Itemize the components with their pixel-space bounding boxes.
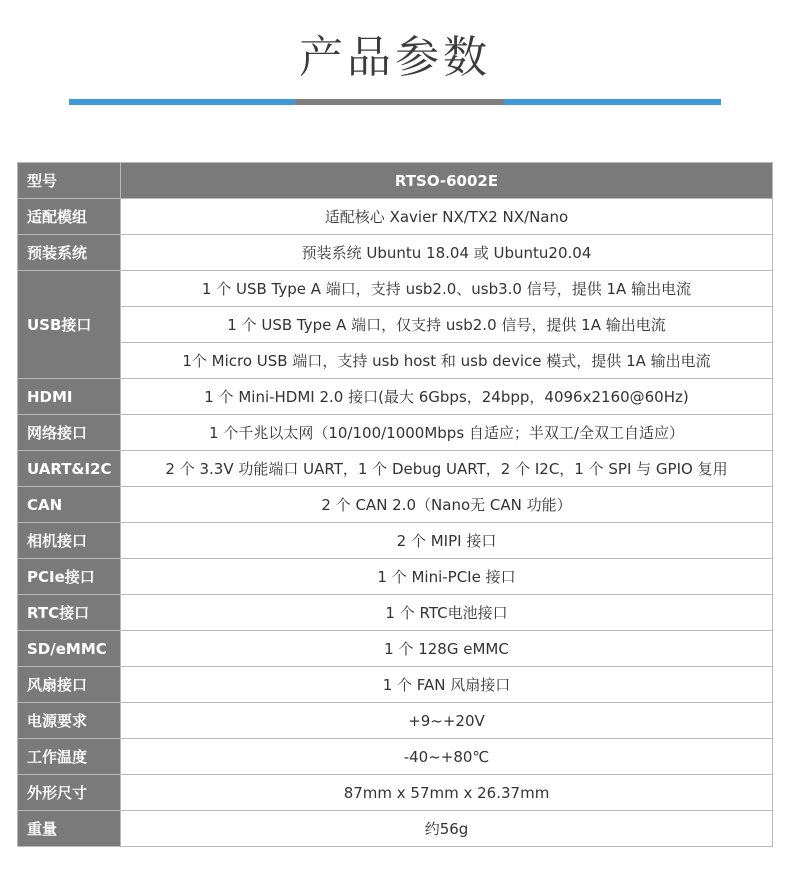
row-value: 适配核心 Xavier NX/TX2 NX/Nano <box>121 199 773 235</box>
row-label: 预装系统 <box>18 235 121 271</box>
row-value: 1 个 FAN 风扇接口 <box>121 667 773 703</box>
table-row <box>18 739 773 775</box>
table-row <box>18 235 773 271</box>
underline-left-segment <box>69 99 295 105</box>
row-value: 1 个 128G eMMC <box>121 631 773 667</box>
table-header-row <box>18 163 773 199</box>
row-label: 工作温度 <box>18 739 121 775</box>
table-row <box>18 595 773 631</box>
table-row <box>18 451 773 487</box>
row-value: 2 个 CAN 2.0（Nano无 CAN 功能） <box>121 487 773 523</box>
table-row <box>18 559 773 595</box>
underline-middle-segment <box>295 99 504 105</box>
row-label: HDMI <box>18 379 121 415</box>
row-value: -40~+80℃ <box>121 739 773 775</box>
row-value: 1 个千兆以太网（10/100/1000Mbps 自适应；半双工/全双工自适应） <box>121 415 773 451</box>
row-value: 约56g <box>121 811 773 847</box>
spec-table <box>17 162 773 847</box>
row-label: CAN <box>18 487 121 523</box>
row-value: 1 个 USB Type A 端口，支持 usb2.0、usb3.0 信号，提供 1A 输出电流 <box>121 271 773 307</box>
row-label: USB接口 <box>18 271 121 379</box>
row-label: 相机接口 <box>18 523 121 559</box>
row-value: 2 个 3.3V 功能端口 UART，1 个 Debug UART，2 个 I2C，1 个 SPI 与 GPIO 复用 <box>121 451 773 487</box>
table-row <box>18 199 773 235</box>
row-value: 预装系统 Ubuntu 18.04 或 Ubuntu20.04 <box>121 235 773 271</box>
row-label: 电源要求 <box>18 703 121 739</box>
table-row <box>18 415 773 451</box>
underline-right-segment <box>504 99 721 105</box>
row-value: 1个 Micro USB 端口，支持 usb host 和 usb device 模式，提供 1A 输出电流 <box>121 343 773 379</box>
table-row <box>18 523 773 559</box>
table-row <box>18 703 773 739</box>
row-label: SD/eMMC <box>18 631 121 667</box>
page-title: 产品参数 <box>299 32 491 83</box>
table-row <box>18 271 773 307</box>
row-label: UART&I2C <box>18 451 121 487</box>
row-value: 1 个 Mini-PCIe 接口 <box>121 559 773 595</box>
row-label: 外形尺寸 <box>18 775 121 811</box>
row-label: PCIe接口 <box>18 559 121 595</box>
table-row <box>18 667 773 703</box>
table-row <box>18 631 773 667</box>
model-value: RTSO-6002E <box>121 163 773 199</box>
table-row <box>18 487 773 523</box>
row-value: +9~+20V <box>121 703 773 739</box>
row-value: 2 个 MIPI 接口 <box>121 523 773 559</box>
row-label: 风扇接口 <box>18 667 121 703</box>
row-label: 网络接口 <box>18 415 121 451</box>
table-row <box>18 379 773 415</box>
table-row <box>18 307 773 343</box>
header-label: 型号 <box>18 163 121 199</box>
row-label: RTC接口 <box>18 595 121 631</box>
table-row <box>18 775 773 811</box>
table-row <box>18 811 773 847</box>
row-label: 重量 <box>18 811 121 847</box>
row-value: 1 个 USB Type A 端口，仅支持 usb2.0 信号，提供 1A 输出电流 <box>121 307 773 343</box>
table-row <box>18 343 773 379</box>
title-underline <box>69 99 721 105</box>
row-value: 1 个 Mini-HDMI 2.0 接口(最大 6Gbps，24bpp，4096x2160@60Hz) <box>121 379 773 415</box>
row-value: 87mm x 57mm x 26.37mm <box>121 775 773 811</box>
row-value: 1 个 RTC电池接口 <box>121 595 773 631</box>
row-label: 适配模组 <box>18 199 121 235</box>
